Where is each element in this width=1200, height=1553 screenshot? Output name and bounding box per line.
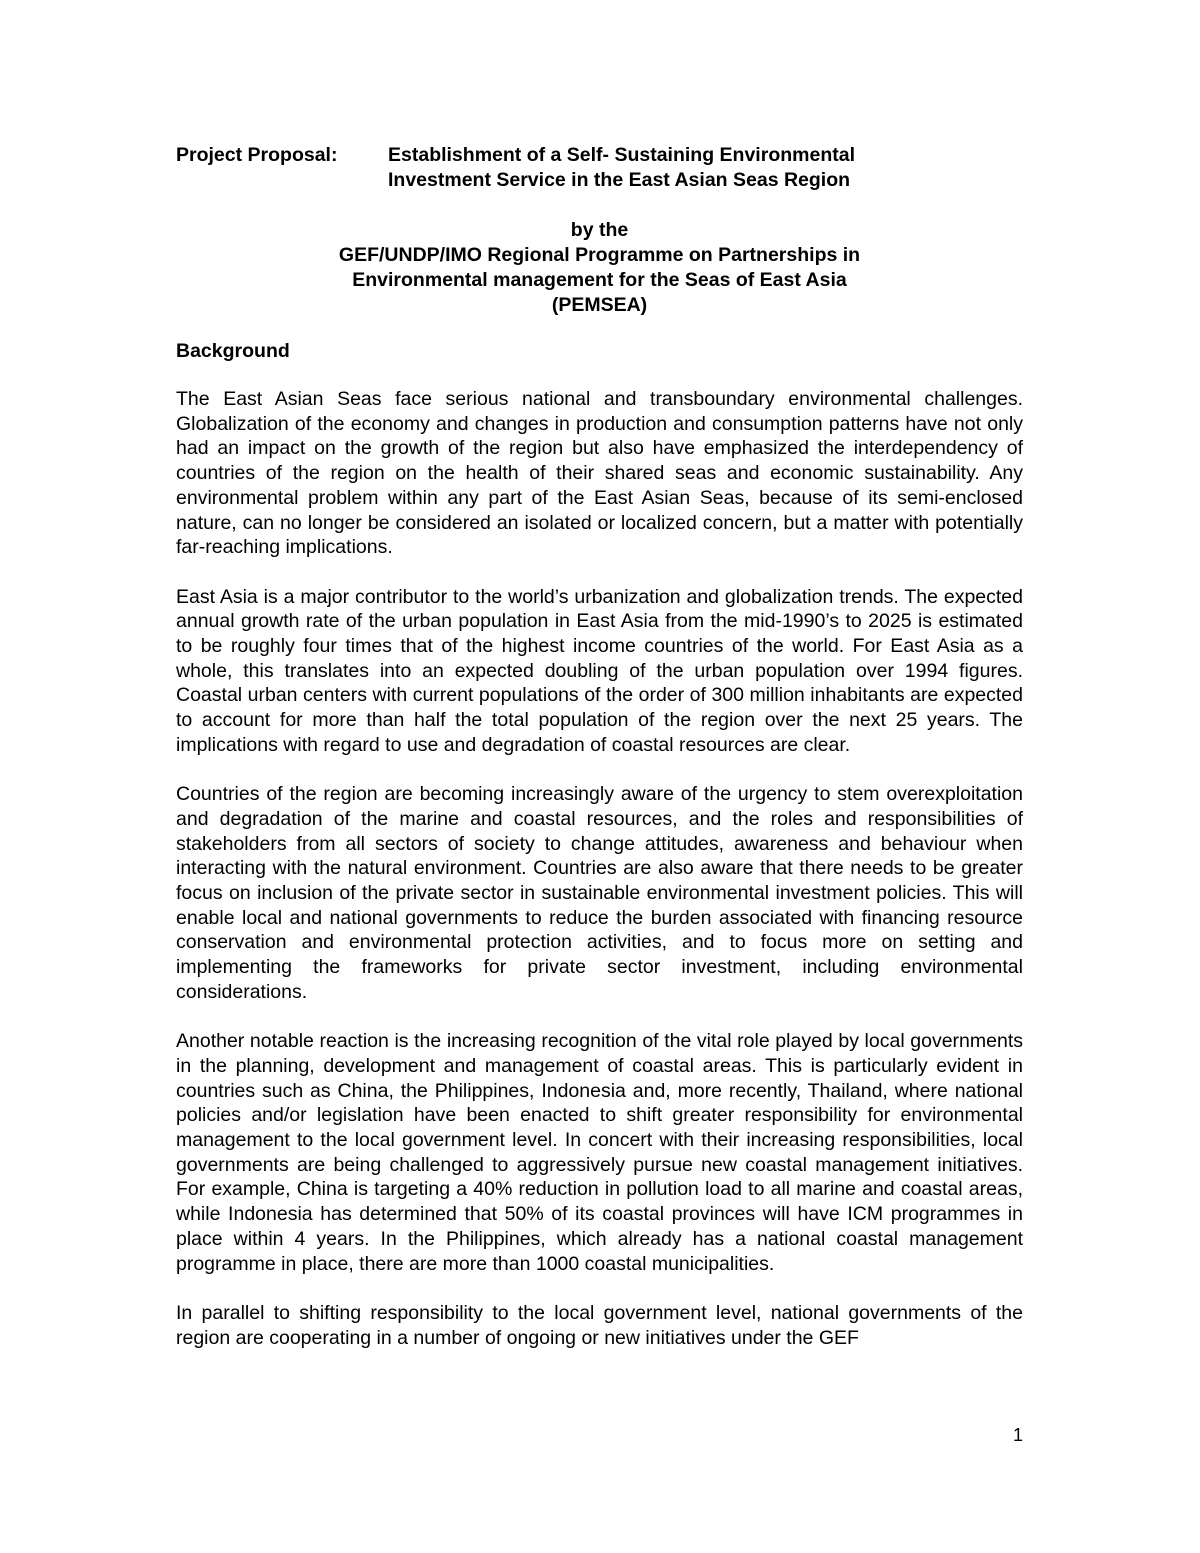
proposal-row (176, 143, 1023, 193)
document-page (176, 0, 1023, 1553)
byline (176, 218, 1023, 318)
by-the-text: by the (570, 219, 629, 241)
org-acronym: (PEMSEA) (551, 294, 648, 316)
section-heading-background: Background (176, 340, 290, 362)
org-name-line-1: GEF/UNDP/IMO Regional Programme on Partnerships in (338, 244, 861, 266)
body-text (176, 387, 1023, 1375)
paragraph-2: East Asia is a major contributor to the world’s urbanization and globalization trends. The expected annual growth rate of the urban population in East Asia from the mid-1990’s to 2025 is estimated to be roughly four times that of the highest income countries of the world. For East Asia as a whole, this translates into an expected doubling of the urban population over 1994 figures. Coastal urban centers with current populations of the order of 300 million inhabitants are expected to account for more than half the total population of the region over the next 25 years. The implications with regard to use and degradation of coastal resources are clear. (176, 585, 1023, 756)
paragraph-3: Countries of the region are becoming increasingly aware of the urgency to stem overexploitation and degradation of the marine and coastal resources, and the roles and responsibilities of stakeholders from all sectors of society to change attitudes, awareness and behaviour when interacting with the natural environment. Countries are also aware that there needs to be greater focus on inclusion of the private sector in sustainable environmental investment policies. This will enable local and national governments to reduce the burden associated with financing resource conservation and environmental protection activities, and to focus more on setting and implementing the frameworks for private sector investment, including environmental considerations. (176, 783, 1023, 1003)
proposal-title (388, 143, 1023, 193)
title-block (176, 143, 1023, 318)
paragraph-1: The East Asian Seas face serious national and transboundary environmental challenges. Globalization of the economy and changes in production and consumption patterns have not only had an impact on the growth of the region but also have emphasized the interdependency of countries of the region on the health of their shared seas and economic sustainability. Any environmental problem within any part of the East Asian Seas, because of its semi-enclosed nature, can no longer be considered an isolated or localized concern, but a matter with potentially far-reaching implications. (176, 388, 1023, 559)
paragraph-5: In parallel to shifting responsibility to the local government level, national governments of the region are cooperating in a number of ongoing or new initiatives under the GEF (176, 1301, 1023, 1349)
proposal-title-line-2: Investment Service in the East Asian Seas Region (388, 169, 851, 191)
proposal-title-line-1: Establishment of a Self- Sustaining Environmental (388, 144, 855, 166)
paragraph-4: Another notable reaction is the increasing recognition of the vital role played by local governments in the planning, development and management of coastal areas. This is particularly evident in countries such as China, the Philippines, Indonesia and, more recently, Thailand, where national policies and/or legislation have been enacted to shift greater responsibility for environmental management to the local government level. In concert with their increasing responsibilities, local governments are being challenged to aggressively pursue new coastal management initiatives. For example, China is targeting a 40% reduction in pollution load to all marine and coastal areas, while Indonesia has determined that 50% of its coastal provinces will have ICM programmes in place within 4 years. In the Philippines, which already has a national coastal management programme in place, there are more than 1000 coastal municipalities. (176, 1030, 1023, 1275)
org-name-line-2: Environmental management for the Seas of East Asia (352, 269, 847, 291)
page-number: 1 (1012, 1425, 1023, 1445)
proposal-label: Project Proposal: (176, 144, 338, 166)
